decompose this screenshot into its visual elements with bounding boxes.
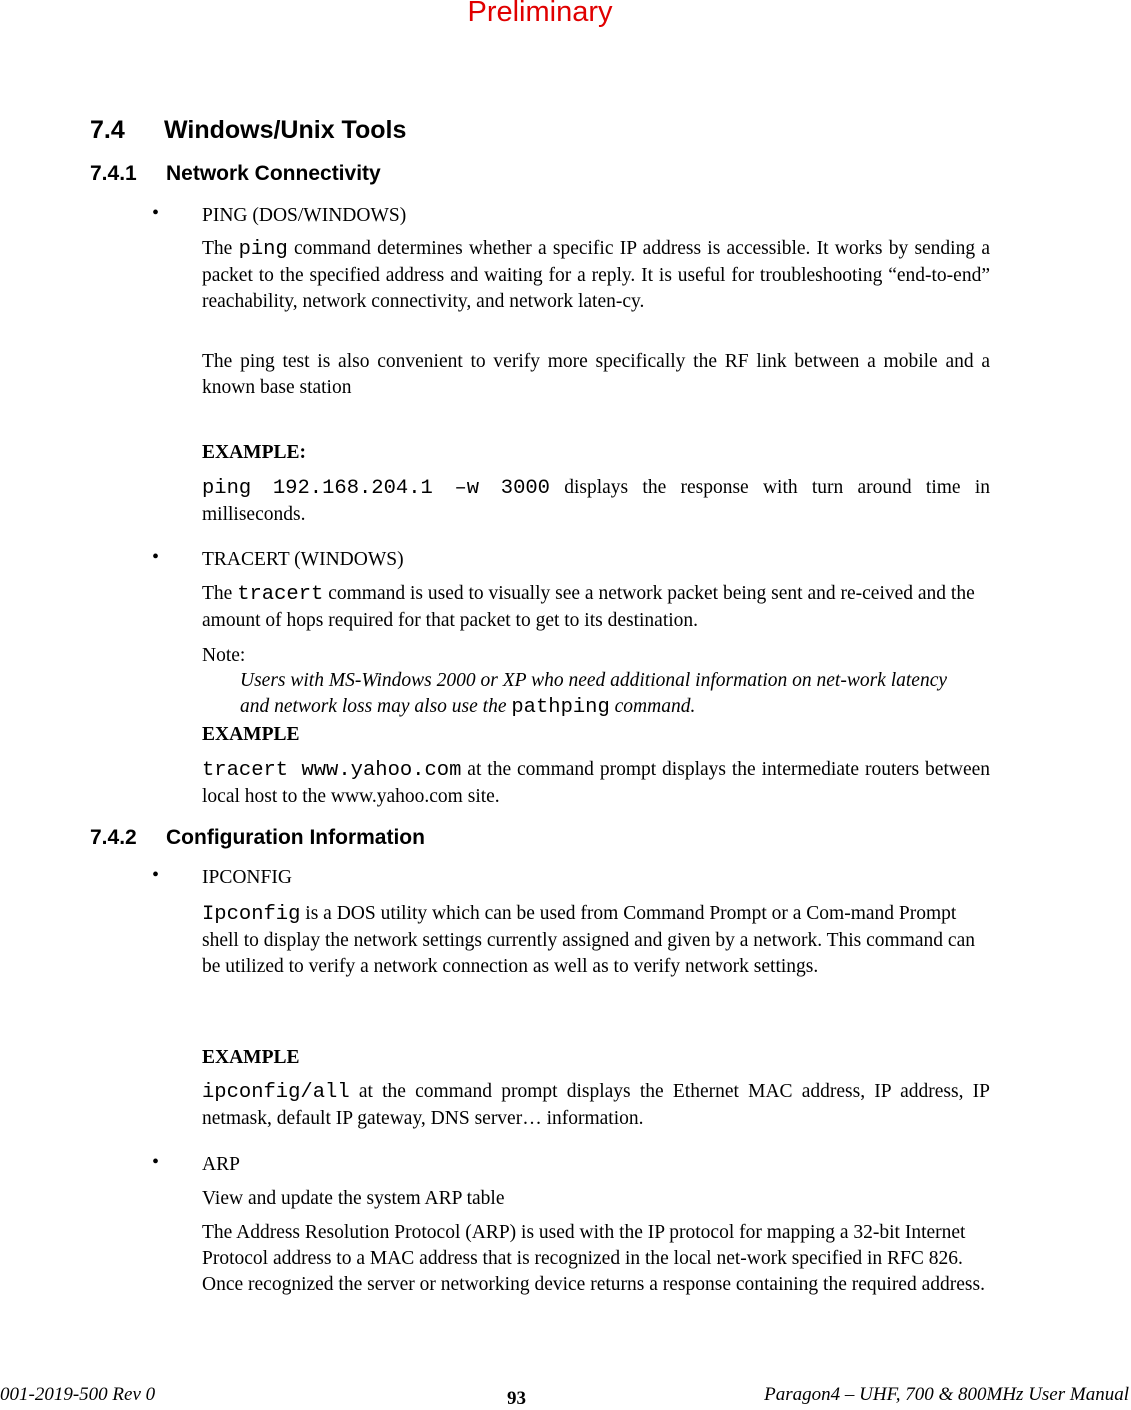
bullet-icon: •: [152, 202, 160, 224]
tracert-note: Users with MS-Windows 2000 or XP who need additional information on net-work latency and network loss may also use the pathping command.: [240, 670, 948, 719]
section-title: Windows/Unix Tools: [164, 116, 407, 144]
ping-example: ping 192.168.204.1 –w 3000 displays the response with turn around time in milliseconds.: [202, 477, 990, 525]
footer-manual-title: Paragon4 – UHF, 700 & 800MHz User Manual: [764, 1384, 1129, 1405]
subsection-number: 7.4.2: [90, 826, 137, 849]
subsection-heading-network: [90, 162, 381, 186]
ipconfig-example: ipconfig/all at the command prompt displays the Ethernet MAC address, IP address, IP netmask, default IP gateway, DNS server… information.: [202, 1081, 990, 1129]
footer-doc-number: 001-2019-500 Rev 0: [0, 1384, 156, 1405]
subsection-heading-config: [90, 826, 425, 850]
subsection-number: 7.4.1: [90, 162, 137, 185]
ping-rf-note: The ping test is also convenient to verify more specifically the RF link between a mobile and a known base station: [202, 351, 990, 398]
bullet-icon: •: [152, 864, 160, 886]
bullet-icon: •: [152, 1151, 160, 1173]
ping-description: The ping command determines whether a specific IP address is accessible. It works by sending a packet to the specified address and waiting for a reply. It is useful for troubleshooting “end-to-end” reachability, network connectivity, and network laten-cy.: [202, 238, 990, 312]
ipconfig-command: Ipconfig: [202, 903, 301, 926]
ping-example-label: EXAMPLE:: [202, 442, 306, 463]
ping-label: PING (DOS/WINDOWS): [202, 205, 407, 226]
tracert-command: tracert: [237, 583, 324, 606]
section-heading: [90, 116, 406, 145]
subsection-title: Configuration Information: [166, 826, 425, 849]
ipconfig-example-command: ipconfig/all: [202, 1081, 350, 1104]
pathping-command: pathping: [511, 696, 610, 719]
tracert-note-label: Note:: [202, 645, 246, 666]
ipconfig-example-label: EXAMPLE: [202, 1047, 300, 1068]
tracert-example-label: EXAMPLE: [202, 724, 300, 745]
arp-details: The Address Resolution Protocol (ARP) is used with the IP protocol for mapping a 32-bit Internet Protocol address to a MAC address that is recognized in the local net-work specified in RFC 826. Once recognized the server or networking device returns a response containing the required address.: [202, 1222, 985, 1295]
arp-label: ARP: [202, 1154, 240, 1175]
section-number: 7.4: [90, 116, 125, 144]
ipconfig-label: IPCONFIG: [202, 867, 292, 888]
preliminary-watermark: Preliminary: [467, 0, 613, 28]
tracert-example: tracert www.yahoo.com at the command prompt displays the intermediate routers between local host to the www.yahoo.com site.: [202, 759, 991, 807]
tracert-description: The tracert command is used to visually see a network packet being sent and re-ceived and the amount of hops required for that packet to get to its destination.: [202, 583, 975, 631]
arp-description: View and update the system ARP table: [202, 1188, 505, 1209]
ping-command: ping: [238, 238, 288, 261]
tracert-label: TRACERT (WINDOWS): [202, 549, 404, 570]
ping-example-command: ping 192.168.204.1 –w 3000: [202, 477, 550, 500]
tracert-example-command: tracert www.yahoo.com: [202, 759, 462, 782]
footer-page-number: 93: [507, 1388, 526, 1409]
ipconfig-description: Ipconfig is a DOS utility which can be used from Command Prompt or a Com-mand Prompt shell to display the network settings currently assigned and given by a network. This command can be utilized to verify a network connection as well as to verify network settings.: [202, 903, 975, 977]
subsection-title: Network Connectivity: [166, 162, 381, 185]
bullet-icon: •: [152, 546, 160, 568]
